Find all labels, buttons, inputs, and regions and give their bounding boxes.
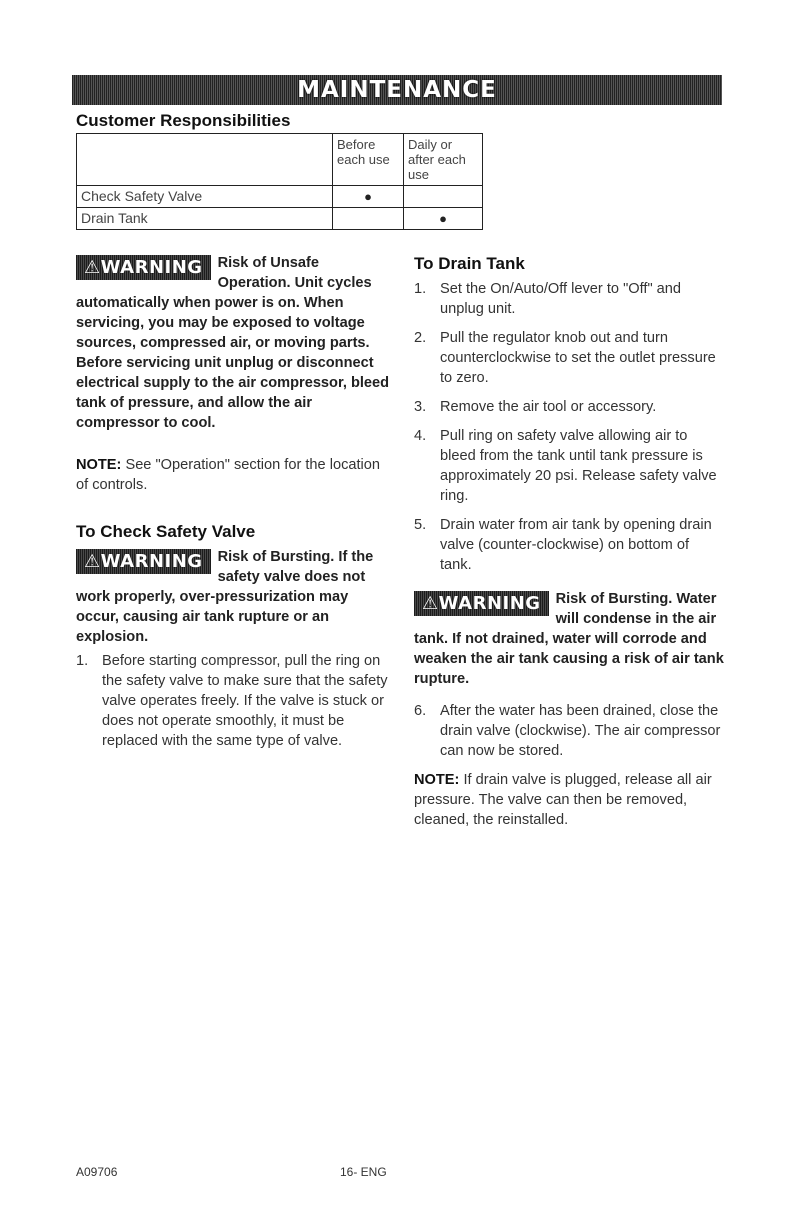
list-item	[414, 328, 724, 388]
step-text: After the water has been drained, close the drain valve (clockwise). The air compressor can now be stored.	[440, 703, 721, 759]
list-item	[414, 397, 724, 417]
warning-bursting	[76, 547, 394, 647]
right-column	[414, 253, 724, 830]
safety-valve-heading: To Check Safety Valve	[76, 522, 256, 541]
step-number: 1.	[76, 653, 89, 669]
step-text: Pull ring on safety valve allowing air to bleed from the tank until tank pressure is approximately 20 psi. Release safety valve ring.	[440, 428, 717, 504]
note-label: NOTE:	[414, 772, 460, 788]
list-item	[414, 426, 724, 506]
table-header-empty	[77, 134, 333, 186]
table-task-cell: Check Safety Valve	[77, 186, 333, 208]
drain-tank-heading: To Drain Tank	[414, 254, 525, 273]
table-dot-cell	[333, 208, 404, 230]
step-number: 2.	[414, 330, 427, 346]
step-text: Drain water from air tank by opening drain valve (counter-clockwise) on bottom of tank.	[440, 517, 712, 573]
left-column	[76, 253, 394, 760]
note-text: See "Operation" section for the location of controls.	[76, 457, 381, 493]
warning-unsafe-operation	[76, 253, 394, 433]
section-title: MAINTENANCE	[297, 77, 497, 103]
table-dot-cell	[404, 186, 483, 208]
step-text: Before starting compressor, pull the ring on the safety valve to make sure that the safety valve operates freely. If the valve is stuck or does not operate smoothly, it must be replaced with the same type of valve.	[102, 653, 388, 749]
note-drain-valve	[414, 770, 724, 830]
warning-text: Risk of Unsafe Operation. Unit cycles automatically when power is on. When servicing, you may be exposed to voltage sources, compressed air, or moving parts. Before servicing unit unplug or disconnect electrical supply to the air compressor, bleed tank of pressure, and allow the air compressor to cool.	[76, 255, 390, 431]
warning-label: ⚠WARNING	[414, 591, 549, 616]
warning-text: Risk of Bursting. Water will condense in the air tank. If not drained, water will corrode and weaken the air tank causing a risk of air tank rupture.	[414, 591, 724, 687]
table-header-row	[77, 134, 483, 186]
section-banner	[72, 75, 722, 105]
table-row	[77, 186, 483, 208]
table-header-daily: Daily or after each use	[404, 134, 483, 186]
step-number: 3.	[414, 399, 427, 415]
step-text: Set the On/Auto/Off lever to "Off" and unplug unit.	[440, 281, 682, 317]
step-number: 6.	[414, 703, 427, 719]
list-item	[76, 651, 394, 751]
warning-text: Risk of Bursting. If the safety valve does not work properly, over-pressurization may occur, causing air tank rupture or an explosion.	[76, 549, 374, 645]
drain-tank-steps-continued	[414, 701, 724, 761]
note-label: NOTE:	[76, 457, 122, 473]
page-number: 16- ENG	[340, 1165, 387, 1179]
table-row	[77, 208, 483, 230]
table-header-before: Before each use	[333, 134, 404, 186]
table-dot-cell: ●	[404, 208, 483, 230]
warning-water-condense	[414, 589, 724, 689]
safety-valve-steps	[76, 651, 394, 751]
responsibilities-table	[76, 133, 483, 230]
warning-label: ⚠WARNING	[76, 549, 211, 574]
table-task-cell: Drain Tank	[77, 208, 333, 230]
warning-label: ⚠WARNING	[76, 255, 211, 280]
drain-tank-steps	[414, 279, 724, 575]
step-number: 4.	[414, 428, 427, 444]
responsibilities-heading: Customer Responsibilities	[76, 111, 291, 130]
list-item	[414, 279, 724, 319]
document-code: A09706	[76, 1165, 118, 1179]
list-item	[414, 701, 724, 761]
step-text: Pull the regulator knob out and turn counterclockwise to set the outlet pressure to zero.	[440, 330, 716, 386]
table-dot-cell: ●	[333, 186, 404, 208]
step-number: 5.	[414, 517, 427, 533]
note-text: If drain valve is plugged, release all air pressure. The valve can then be removed, cleaned, the reinstalled.	[414, 772, 712, 828]
list-item	[414, 515, 724, 575]
step-text: Remove the air tool or accessory.	[440, 399, 657, 415]
step-number: 1.	[414, 281, 427, 297]
note-controls	[76, 455, 394, 495]
